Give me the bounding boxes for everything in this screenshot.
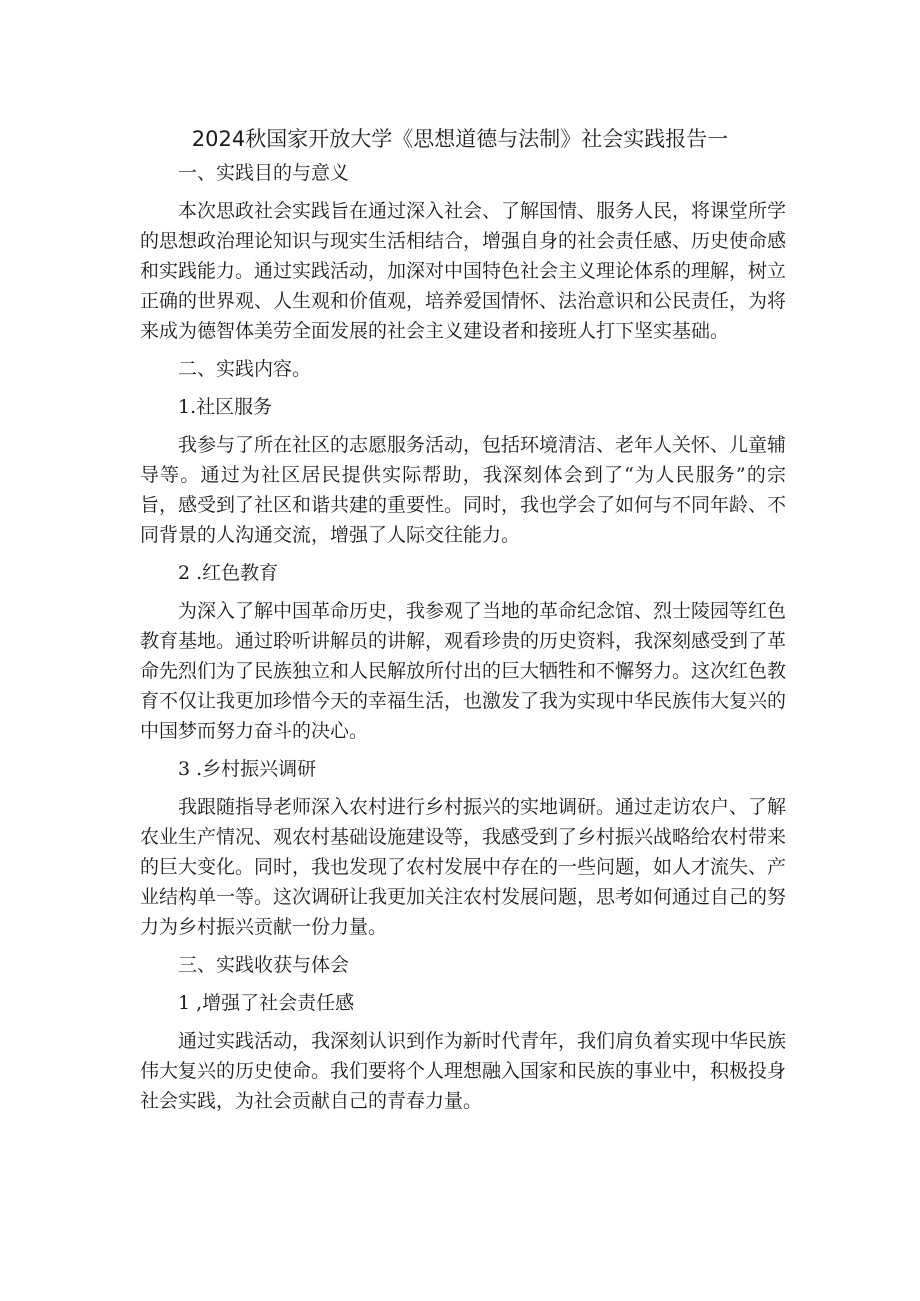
paragraph: 我参与了所在社区的志愿服务活动，包括环境清洁、老年人关怀、儿童辅导等。通过为社区居民提供实际帮助，我深刻体会到了“为人民服务”的宗旨，感受到了社区和谐共建的重要性。同时，我也学会了如何与不同年龄、不同背景的人沟通交流，增强了人际交往能力。: [140, 434, 787, 546]
section-heading: 三、实践收获与体会: [178, 954, 350, 976]
section-heading: 一、实践目的与意义: [178, 162, 350, 184]
document-body: [140, 158, 786, 1124]
paragraph: 通过实践活动，我深刻认识到作为新时代青年，我们肩负着实现中华民族伟大复兴的历史使命。我们要将个人理想融入国家和民族的事业中，积极投身社会实践，为社会贡献自己的青春力量。: [140, 1030, 787, 1112]
paragraph: 为深入了解中国革命历史，我参观了当地的革命纪念馆、烈士陵园等红色教育基地。通过聆听讲解员的讲解，观看珍贵的历史资料，我深刻感受到了革命先烈们为了民族独立和人民解放所付出的巨大牺牲和不懈努力。这次红色教育不仅让我更加珍惜今天的幸福生活，也激发了我为实现中华民族伟大复兴的中国梦而努力奋斗的决心。: [140, 600, 787, 742]
subsection-heading: 1.社区服务: [178, 396, 273, 418]
subsection-heading: 3 .乡村振兴调研: [178, 758, 317, 780]
section-heading: 二、实践内容。: [178, 358, 312, 380]
document-title: 2024秋国家开放大学《思想道德与法制》社会实践报告一: [191, 127, 729, 151]
subsection-heading: 1 ,增强了社会责任感: [178, 992, 355, 1014]
paragraph: 我跟随指导老师深入农村进行乡村振兴的实地调研。通过走访农户、了解农业生产情况、观农村基础设施建设等，我感受到了乡村振兴战略给农村带来的巨大变化。同时，我也发现了农村发展中存在的一些问题，如人才流失、产业结构单一等。这次调研让我更加关注农村发展问题，思考如何通过自己的努力为乡村振兴贡献一份力量。: [140, 796, 787, 938]
paragraph: 本次思政社会实践旨在通过深入社会、了解国情、服务人民，将课堂所学的思想政治理论知识与现实生活相结合，增强自身的社会责任感、历史使命感和实践能力。通过实践活动，加深对中国特色社会主义理论体系的理解，树立正确的世界观、人生观和价值观，培养爱国情怀、法治意识和公民责任，为将来成为德智体美劳全面发展的社会主义建设者和接班人打下坚实基础。: [140, 200, 787, 342]
subsection-heading: 2 .红色教育: [178, 562, 279, 584]
